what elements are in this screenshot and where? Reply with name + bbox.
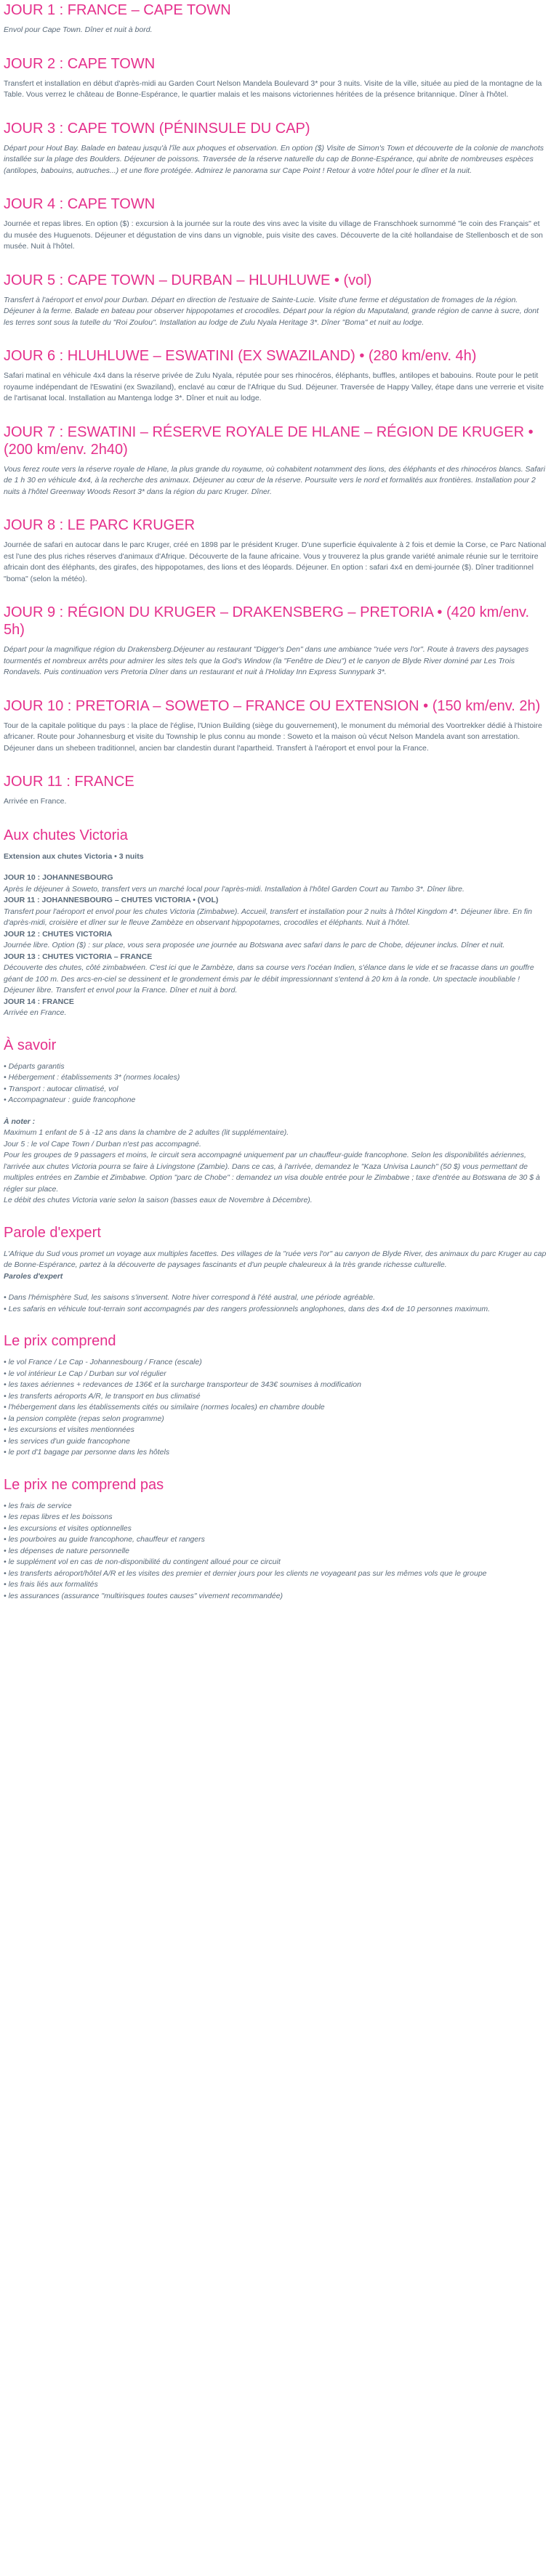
savoir-note: Le débit des chutes Victoria varie selon la saison (basses eaux de Novembre à Décembre).	[4, 1196, 313, 1204]
day-text: Vous ferez route vers la réserve royale de Hlane, la plus grande du royaume, où cohabitent notamment des lions, des éléphants et des rhinocéros blancs. Safari de 1 h 30 en véhicule 4x4, à la recherche des animaux. Déjeuner au cœur de la réserve. Poursuite vers le nord et formalités aux frontières. Installation pour 2 nuits à l'hôtel Greenway Woods Resort 3* dans la région du parc Kruger. Dîner.	[4, 464, 545, 496]
savoir-note: Maximum 1 enfant de 5 à -12 ans dans la chambre de 2 adultes (lit supplémentaire).	[4, 1128, 289, 1137]
day-text: Journée de safari en autocar dans le parc Kruger, créé en 1898 par le président Kruger. D'une superficie équivalente à 2 fois et demie la Corse, ce Parc National est l'une des plus riches réserves d'animaux d'Afrique. Découverte de la faune africaine. Vous y trouverez la plus grande variété animale réunie sur le territoire africain dont des éléphants, des girafes, des hippopotames, des lions et des léopards. Déjeuner. En option : safari 4x4 en demi-journée ($). Dîner traditionnel "boma" (selon la météo).	[4, 540, 547, 583]
list-item: • Accompagnateur : guide francophone	[4, 1095, 136, 1104]
savoir-note-label: À noter :	[4, 1117, 36, 1126]
savoir-section	[4, 1037, 547, 1207]
list-item: • Dans l'hémisphère Sud, les saisons s'inversent. Notre hiver correspond à l'été austral, une période agréable.	[4, 1293, 376, 1302]
list-item: • le supplément vol en cas de non-disponibilité du contingent alloué pour ce circuit	[4, 1558, 281, 1566]
day-section-1	[4, 1, 547, 36]
expert-list	[4, 1292, 547, 1315]
extension-subtitle: Extension aux chutes Victoria • 3 nuits	[4, 851, 144, 861]
day-title: JOUR 8 : LE PARC KRUGER	[4, 517, 196, 533]
ext-day-14-text: Arrivée en France.	[4, 1008, 67, 1017]
savoir-list	[4, 1061, 547, 1106]
day-title: JOUR 10 : PRETORIA – SOWETO – FRANCE OU EXTENSION • (150 km/env. 2h)	[4, 697, 541, 714]
day-title: JOUR 7 : ESWATINI – RÉSERVE ROYALE DE HLANE – RÉGION DE KRUGER • (200 km/env. 2h40)	[4, 424, 534, 458]
list-item: • les dépenses de nature personnelle	[4, 1546, 129, 1555]
list-item: • les transferts aéroports A/R, le transport en bus climatisé	[4, 1391, 201, 1401]
list-item: • Transport : autocar climatisé, vol	[4, 1084, 118, 1093]
day-text: Départ pour Hout Bay. Balade en bateau jusqu'à l'île aux phoques et observation. En option ($) Visite de Simon's Town et découverte de la colonie de manchots installée sur la plage des Boulders. Déjeuner de poissons. Traversée de la réserve naturelle du cap de Bonne-Espérance, qui abrite de nombreuses espèces (antilopes, babouins, autruches...) et une flore protégée. Admirez le panorama sur Cape Point ! Retour à votre hôtel pour le dîner et la nuit.	[4, 143, 544, 175]
prix-comprend-list	[4, 1357, 547, 1459]
day-title: JOUR 11 : FRANCE	[4, 774, 134, 790]
prix-ne-comprend-list	[4, 1501, 547, 1603]
day-title: JOUR 4 : CAPE TOWN	[4, 196, 156, 212]
extension-section	[4, 827, 547, 1019]
day-section-4	[4, 195, 547, 253]
list-item: • Les safaris en véhicule tout-terrain sont accompagnés par des rangers professionnels anglophones, dans des 4x4 de 10 personnes maximum.	[4, 1304, 491, 1313]
ext-day-13-text: Découverte des chutes, côté zimbabwéen. C'est ici que le Zambèze, dans sa course vers l'océan Indien, s'élance dans le vide et se fracasse dans un gouffre géant de 100 m. Des arcs-en-ciel se dessinent et le grondement émis par le débit impressionnant s'entend à 20 km à la ronde. Un spectacle inoubliable ! Déjeuner libre. Transfert et envol pour la France. Dîner et nuit à bord.	[4, 963, 534, 995]
expert-section	[4, 1224, 547, 1316]
extension-title: Aux chutes Victoria	[4, 827, 128, 843]
prix-ne-comprend-title: Le prix ne comprend pas	[4, 1476, 164, 1493]
ext-day-12-title: JOUR 12 : CHUTES VICTORIA	[4, 929, 113, 939]
list-item: • les excursions et visites mentionnées	[4, 1425, 134, 1434]
expert-text: L'Afrique du Sud vous promet un voyage aux multiples facettes. Des villages de la "ruée vers l'or" au canyon de Blyde River, des animaux du parc Kruger au cap de Bonne-Espérance, partez à la découverte de paysages fascinants et d'un peuple chaleureux à la très grande richesse culturelle.	[4, 1249, 547, 1269]
expert-title: Parole d'expert	[4, 1224, 101, 1241]
savoir-note: Jour 5 : le vol Cape Town / Durban n'est pas accompagné.	[4, 1139, 201, 1149]
day-text: Départ pour la magnifique région du Drakensberg.Déjeuner au restaurant "Digger's Den" dans une ambiance "ruée vers l'or". Route à travers des paysages tourmentés et nombreux arrêts pour admirer les sites tels que la God's Window (la "Fenêtre de Dieu") et le canyon de Blyde River dominé par Les Trois Rondavels. Puis continuation vers Pretoria Dîner dans un restaurant et nuit à l'Holiday Inn Express Sunnypark 3*.	[4, 645, 529, 676]
day-section-5	[4, 272, 547, 329]
ext-day-11-title: JOUR 11 : JOHANNESBOURG – CHUTES VICTORIA • (VOL)	[4, 896, 219, 904]
list-item: • Hébergement : établissements 3* (normes locales)	[4, 1073, 180, 1082]
list-item: • le vol France / Le Cap - Johannesbourg / France (escale)	[4, 1358, 202, 1366]
list-item: • le vol intérieur Le Cap / Durban sur vol régulier	[4, 1369, 166, 1378]
day-text: Transfert et installation en début d'après-midi au Garden Court Nelson Mandela Boulevard 3* pour 3 nuits. Visite de la ville, située au pied de la montagne de la Table. Vous verrez le château de Bonne-Espérance, le quartier malais et les maisons victoriennes héritées de la présence britannique. Dîner à l'hôtel.	[4, 78, 542, 99]
itinerary-days	[4, 1, 547, 808]
day-title: JOUR 9 : RÉGION DU KRUGER – DRAKENSBERG – PRETORIA • (420 km/env. 5h)	[4, 604, 530, 638]
list-item: • le port d'1 bagage par personne dans les hôtels	[4, 1448, 170, 1457]
savoir-note: Pour les groupes de 9 passagers et moins, le circuit sera accompagné uniquement par un chauffeur-guide francophone. Selon les disponibilités aériennes, l'arrivée aux chutes Victoria pourra se faire à Livingstone (Zambie). Dans ce cas, à l'arrivée, demandez le "Kaza Univisa Launch" (50 $) vous permettant de multiples entrées en Zambie et Zimbabwe. Option "parc de Chobe" : demandez un visa double entrée pour le Zimbabwe ; taxe d'entrée au Botswana de 30 $ à régler sur place.	[4, 1151, 540, 1194]
ext-day-10-text: Après le déjeuner à Soweto, transfert vers un marché local pour l'après-midi. Installation à l'hôtel Garden Court au Tambo 3*. Dîner libre.	[4, 884, 464, 894]
list-item: • les excursions et visites optionnelles	[4, 1523, 132, 1533]
savoir-title: À savoir	[4, 1037, 57, 1053]
prix-comprend-title: Le prix comprend	[4, 1333, 116, 1349]
day-section-6	[4, 347, 547, 405]
ext-day-11-text: Transfert pour l'aéroport et envol pour les chutes Victoria (Zimbabwe). Accueil, transfert et installation pour 2 nuits à l'hôtel Kingdom 4*. Déjeuner libre. En fin d'après-midi, croisière et dîner sur le fleuve Zambèze en observant hippopotames, crocodiles et éléphants. Nuit à l'hôtel.	[4, 907, 532, 927]
list-item: • les taxes aériennes + redevances de 136€ et la surcharge transporteur de 343€ soumises à modification	[4, 1380, 361, 1389]
list-item: • les pourboires au guide francophone, chauffeur et rangers	[4, 1535, 205, 1544]
prix-ne-comprend-section	[4, 1476, 547, 1603]
ext-day-10-title: JOUR 10 : JOHANNESBOURG	[4, 873, 113, 882]
ext-day-14-title: JOUR 14 : FRANCE	[4, 997, 74, 1006]
day-section-10	[4, 697, 547, 755]
list-item: • les frais liés aux formalités	[4, 1580, 98, 1589]
day-section-2	[4, 55, 547, 101]
list-item: • les transferts aéroport/hôtel A/R et les visites des premier et dernier jours pour les clients ne voyageant pas sur les mêmes vols que le groupe	[4, 1568, 487, 1578]
day-title: JOUR 3 : CAPE TOWN (PÉNINSULE DU CAP)	[4, 120, 310, 137]
list-item: • les assurances (assurance "multirisques toutes causes" vivement recommandée)	[4, 1591, 283, 1600]
day-text: Safari matinal en véhicule 4x4 dans la réserve privée de Zulu Nyala, réputée pour ses rhinocéros, éléphants, buffles, antilopes et babouins. Route pour le petit royaume indépendant de l'Eswatini (ex Swaziland), enclavé au cœur de l'Afrique du Sud. Déjeuner. Traversée de Happy Valley, étape dans une verrerie et visite de l'artisanat local. Installation au Mantenga lodge 3*. Dîner et nuit au lodge.	[4, 371, 544, 402]
day-title: JOUR 1 : FRANCE – CAPE TOWN	[4, 2, 231, 18]
list-item: • Départs garantis	[4, 1061, 65, 1071]
day-section-11	[4, 773, 547, 808]
day-text: Tour de la capitale politique du pays : la place de l'église, l'Union Building (siège du gouvernement), le monument du mémorial des Voortrekker dédié à l'histoire africaner. Route pour Johannesburg et visite du Township le plus connu au monde : Soweto et la maison où vécut Nelson Mandela avant son arrestation. Déjeuner dans un shebeen traditionnel, ancien bar clandestin durant l'apartheid. Transfert à l'aéroport et envol pour la France.	[4, 721, 542, 753]
day-section-3	[4, 120, 547, 177]
day-title: JOUR 5 : CAPE TOWN – DURBAN – HLUHLUWE • (vol)	[4, 272, 372, 288]
day-section-7	[4, 424, 547, 498]
list-item: • l'hébergement dans les établissements cités ou similaire (normes locales) en chambre double	[4, 1403, 325, 1411]
day-text: Arrivée en France.	[4, 797, 67, 806]
day-title: JOUR 6 : HLUHLUWE – ESWATINI (EX SWAZILAND) • (280 km/env. 4h)	[4, 348, 477, 364]
prix-comprend-section	[4, 1332, 547, 1459]
ext-day-13-title: JOUR 13 : CHUTES VICTORIA – FRANCE	[4, 952, 153, 961]
day-text: Transfert à l'aéroport et envol pour Durban. Départ en direction de l'estuaire de Sainte-Lucie. Visite d'une ferme et dégustation de fromages de la région. Déjeuner à la ferme. Balade en bateau pour observer hippopotames et crocodiles. Départ pour la région du Maputaland, grande région de canne à sucre, dont les terres sont sous la tutelle du "Roi Zoulou". Installation au lodge de Zulu Nyala Heritage 3*. Dîner "Boma" et nuit au lodge.	[4, 295, 539, 327]
day-text: Journée et repas libres. En option ($) : excursion à la journée sur la route des vins avec la visite du village de Franschhoek surnommé "le coin des Français" et du musée des Huguenots. Déjeuner et dégustation de vins dans un vignoble, puis visite des caves. Découverte de la cité hollandaise de Stellenbosch et de son musée. Nuit à l'hôtel.	[4, 219, 543, 251]
day-text: Envol pour Cape Town. Dîner et nuit à bord.	[4, 25, 153, 34]
ext-day-12-text: Journée libre. Option ($) : sur place, vous sera proposée une journée au Botswana avec safari dans le parc de Chobe, déjeuner inclus. Dîner et nuit.	[4, 941, 505, 949]
day-title: JOUR 2 : CAPE TOWN	[4, 55, 156, 72]
list-item: • les repas libres et les boissons	[4, 1512, 113, 1521]
list-item: • la pension complète (repas selon programme)	[4, 1414, 164, 1423]
list-item: • les services d'un guide francophone	[4, 1436, 130, 1446]
day-section-9	[4, 604, 547, 679]
day-section-8	[4, 517, 547, 585]
expert-sub-label: Paroles d'expert	[4, 1271, 63, 1281]
list-item: • les frais de service	[4, 1501, 72, 1510]
